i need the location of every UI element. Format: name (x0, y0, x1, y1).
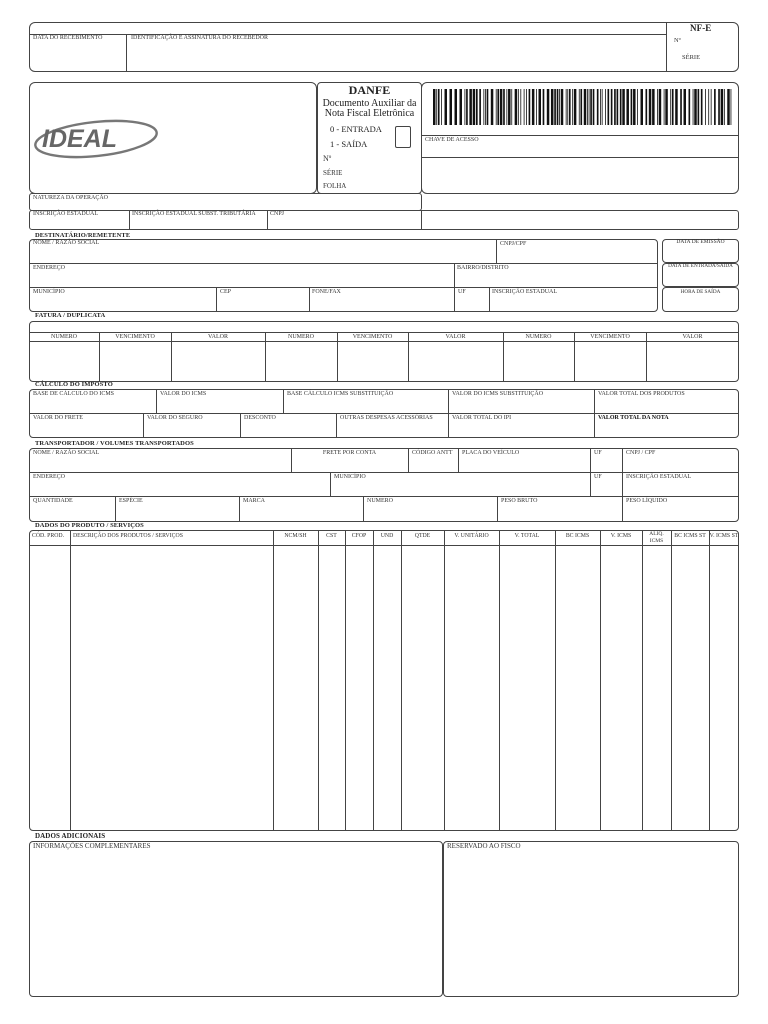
barcode-bar (693, 89, 694, 125)
danfe-title: DANFE (348, 83, 391, 97)
barcode-bar (438, 89, 440, 125)
barcode-bar (665, 89, 668, 125)
dest-vline-cnpj (496, 239, 497, 263)
imposto-divider (156, 389, 157, 413)
imposto-field-label: VALOR TOTAL DOS PRODUTOS (598, 391, 685, 397)
info-complementares-label: INFORMAÇÕES COMPLEMENTARES (33, 842, 151, 850)
produto-col-header: V. ICMS (610, 533, 632, 539)
transportador-title: TRANSPORTADOR / VOLUMES TRANSPORTADOS (35, 440, 194, 447)
barcode-bar (491, 89, 494, 125)
fatura-col-header: VALOR (208, 334, 228, 340)
fatura-col-header: VALOR (445, 334, 466, 340)
produto-col-divider (401, 530, 402, 831)
barcode-bar (526, 89, 527, 125)
transp-field-label: PESO LÍQUIDO (626, 498, 668, 504)
barcode-bar (698, 89, 700, 125)
transp-divider (622, 496, 623, 522)
barcode-bar (487, 89, 489, 125)
barcode-bar (500, 89, 503, 125)
data-entrada-saida-label: DATA DE ENTRADA/SAÍDA (668, 263, 733, 269)
barcode-bar (718, 89, 720, 125)
barcode-bar (689, 89, 691, 125)
dest-endereco-label: ENDEREÇO (33, 265, 65, 271)
produto-col-divider (709, 530, 710, 831)
dest-hline-1 (29, 263, 658, 264)
imposto-title: CÁLCULO DO IMPOSTO (35, 381, 113, 388)
barcode-bar (670, 89, 671, 125)
transp-divider (291, 448, 292, 472)
imposto-divider (594, 389, 595, 413)
fatura-col-header: VALOR (682, 334, 703, 340)
barcode-bar (587, 89, 588, 125)
barcode-bar (605, 89, 606, 125)
barcode-bar (483, 89, 484, 125)
imposto-field-label: DESCONTO (244, 415, 276, 421)
barcode-bar (664, 89, 665, 125)
canhoto-serie-label: SÉRIE (682, 54, 701, 61)
barcode-bar (539, 89, 542, 125)
produto-col-divider (273, 530, 274, 831)
transp-field-label: MUNICÍPIO (334, 474, 366, 480)
transp-divider (363, 496, 364, 522)
barcode-bar (721, 89, 724, 125)
fatura-col-divider (99, 332, 100, 382)
produto-col-header: ALIQ. ICMS (649, 531, 664, 544)
imposto-divider (143, 413, 144, 438)
doc-aux-line1: Documento Auxiliar da (322, 98, 417, 109)
barcode-bar (469, 89, 472, 125)
dest-vline-cep (216, 287, 217, 312)
barcode-bar (608, 89, 610, 125)
destinatario-box (29, 239, 658, 312)
chave-divider-bottom (421, 157, 739, 158)
doc-aux-line2: Nota Fiscal Eletrônica (324, 108, 415, 119)
dest-ie-label: INSCRIÇÃO ESTADUAL (492, 289, 558, 295)
produtos-box (29, 530, 739, 831)
transp-divider (590, 472, 591, 496)
barcode-bar (672, 89, 674, 125)
barcode-bar (593, 89, 595, 125)
barcode-bar (485, 89, 486, 125)
imposto-field-label: OUTRAS DESPESAS ACESSÓRIAS (340, 415, 433, 421)
chave-divider-top (421, 135, 739, 136)
barcode-bar (441, 89, 442, 125)
fatura-header-line-top (29, 332, 739, 333)
logo-text: IDEAL (42, 125, 117, 153)
imposto-field-label: VALOR DO SEGURO (147, 415, 203, 421)
transp-divider (239, 496, 240, 522)
transp-field-label: QUANTIDADE (33, 498, 73, 504)
imposto-field-label: BASE DE CÁLCULO DO ICMS (33, 391, 115, 397)
barcode-bar (731, 89, 732, 125)
produto-col-header: NCM/SH (284, 533, 307, 539)
dest-vline-uf (454, 287, 455, 312)
barcode-bar (574, 89, 577, 125)
transp-divider (115, 496, 116, 522)
inscricao-div-3 (421, 210, 422, 230)
barcode-bar (547, 89, 550, 125)
barcode-bar (633, 89, 636, 125)
barcode-bar (506, 89, 507, 125)
transp-field-label: ESPÉCIE (119, 498, 143, 504)
barcode-bar (597, 89, 599, 125)
barcode-bar (652, 89, 655, 125)
barcode-bar (567, 89, 568, 125)
fatura-col-divider (503, 332, 504, 382)
produto-col-divider (373, 530, 374, 831)
transp-divider (458, 448, 459, 472)
nfe-label: NF-E (690, 23, 712, 33)
barcode-bar (637, 89, 638, 125)
fatura-col-divider (646, 332, 647, 382)
barcode-bar (557, 89, 559, 125)
inscricao-subst-label: INSCRIÇÃO ESTADUAL SUBST. TRIBUTÁRIA (132, 211, 256, 217)
produto-col-divider (600, 530, 601, 831)
cnpj-label: CNPJ (270, 211, 285, 217)
barcode-bar (600, 89, 601, 125)
barcode-bar (589, 89, 590, 125)
canhoto-divider-1 (126, 34, 127, 72)
barcode-bar (569, 89, 571, 125)
barcode-bar (649, 89, 652, 125)
hora-saida-label: HORA DE SAÍDA (680, 289, 721, 295)
barcode-bar (476, 89, 478, 125)
canhoto-divider-2 (666, 22, 667, 72)
barcode-bar (657, 89, 658, 125)
fatura-col-header: VENCIMENTO (115, 334, 155, 340)
barcode-bar (455, 89, 458, 125)
barcode-bar (436, 89, 437, 125)
transp-field-label: ENDEREÇO (33, 474, 65, 480)
barcode-bar (473, 89, 476, 125)
reservado-fisco-label: RESERVADO AO FISCO (447, 842, 521, 850)
dest-vline-fone (309, 287, 310, 312)
dest-uf-label: UF (458, 289, 466, 295)
barcode-bar (543, 89, 545, 125)
inscricao-div-1 (129, 210, 130, 230)
produtos-header-line (29, 545, 739, 546)
barcode-bar (466, 89, 468, 125)
barcode-bar (561, 89, 564, 125)
produtos-title: DADOS DO PRODUTO / SERVIÇOS (35, 522, 144, 529)
barcode-bar (579, 89, 580, 125)
dest-cnpj-label: CNPJ/CPF (500, 241, 527, 247)
barcode-bar (433, 89, 436, 125)
transp-field-label: UF (594, 450, 602, 456)
imposto-field-label: VALOR TOTAL DA NOTA (598, 415, 669, 421)
imposto-divider (448, 389, 449, 413)
adicionais-title: DADOS ADICIONAIS (35, 832, 106, 840)
barcode-bar (580, 89, 582, 125)
barcode-bar (536, 89, 537, 125)
danfe-folha-label: FOLHA (323, 182, 347, 190)
imposto-field-label: VALOR DO FRETE (33, 415, 83, 421)
transportador-box (29, 448, 739, 522)
dest-nome-label: NOME / RAZÃO SOCIAL (33, 240, 100, 246)
barcode-bar (631, 89, 633, 125)
fatura-col-header: VENCIMENTO (590, 334, 630, 340)
barcode-bar (641, 89, 644, 125)
chave-acesso-label: CHAVE DE ACESSO (425, 137, 479, 143)
barcode-bar (614, 89, 616, 125)
dest-vline-ie (489, 287, 490, 312)
canhoto-box (29, 22, 739, 72)
barcode-bar (590, 89, 592, 125)
produto-col-header: V. TOTAL (514, 533, 540, 539)
transp-divider (590, 448, 591, 472)
barcode-bar (680, 89, 682, 125)
fatura-col-divider (265, 332, 266, 382)
dest-vline-bairro (454, 263, 455, 287)
barcode-bar (559, 89, 560, 125)
transp-field-label: UF (594, 474, 602, 480)
imposto-divider (283, 389, 284, 413)
produto-col-divider (642, 530, 643, 831)
barcode-bar (551, 89, 554, 125)
inscricao-div-2 (267, 210, 268, 230)
transp-divider (497, 496, 498, 522)
fatura-col-header: NUMERO (50, 334, 77, 340)
barcode-bar (626, 89, 629, 125)
produto-col-header: BC ICMS ST (674, 533, 706, 539)
transp-field-label: CÓDIGO ANTT (412, 450, 453, 456)
produto-col-divider (70, 530, 71, 831)
barcode-bar (705, 89, 706, 125)
barcode-bar (532, 89, 535, 125)
transp-field-label: MARCA (243, 498, 266, 504)
transp-field-label: NUMERO (367, 498, 394, 504)
reservado-fisco-box (443, 841, 739, 997)
produto-col-header: DESCRIÇÃO DOS PRODUTOS / SERVIÇOS (73, 533, 183, 539)
transp-divider (622, 472, 623, 496)
imposto-field-label: VALOR TOTAL DO IPI (452, 415, 512, 421)
barcode-bar (518, 89, 519, 125)
produto-col-header: UND (380, 533, 394, 539)
barcode-bar (503, 89, 505, 125)
produto-col-divider (499, 530, 500, 831)
transp-divider (330, 472, 331, 496)
barcode-bar (465, 89, 466, 125)
saida-label: 1 - SAÍDA (330, 139, 368, 149)
transp-hline-2 (29, 496, 739, 497)
transp-divider (408, 448, 409, 472)
imposto-divider (448, 413, 449, 438)
barcode-bar (708, 89, 709, 125)
fatura-col-divider (337, 332, 338, 382)
barcode-bar (694, 89, 697, 125)
barcode-bar (479, 89, 481, 125)
barcode-bar (529, 89, 531, 125)
transp-field-label: PESO BRUTO (501, 498, 538, 504)
barcode-bar (460, 89, 463, 125)
barcode-bar (496, 89, 497, 125)
barcode-bar (622, 89, 625, 125)
barcode-bar (675, 89, 678, 125)
imposto-hline (29, 413, 739, 414)
imposto-field-label: VALOR DO ICMS SUBSTITUIÇÃO (452, 391, 544, 397)
data-recebimento-label: DATA DO RECEBIMENTO (33, 35, 103, 41)
transp-field-label: NOME / RAZÃO SOCIAL (33, 450, 100, 456)
barcode-bar (515, 89, 518, 125)
barcode-bar (701, 89, 703, 125)
transp-hline-1 (29, 472, 739, 473)
imposto-divider (594, 413, 595, 438)
fatura-col-divider (408, 332, 409, 382)
imposto-field-label: BASE CÁLCULO ICMS SUBSTITUIÇÃO (287, 391, 394, 397)
barcode-bar (727, 89, 730, 125)
barcode-bar (602, 89, 603, 125)
barcode-bar (524, 89, 525, 125)
canhoto-top-divider (29, 34, 666, 35)
barcode-bar (584, 89, 587, 125)
data-emissao-label: DATA DE EMISSÃO (676, 239, 725, 245)
fatura-col-header: VENCIMENTO (352, 334, 393, 340)
dest-fone-label: FONE/FAX (312, 289, 341, 295)
barcode-bar (508, 89, 511, 125)
canhoto-numero-label: Nº (674, 37, 681, 44)
produto-col-header: V. UNITÁRIO (454, 533, 489, 539)
transp-field-label: FRETE POR CONTA (322, 450, 377, 456)
barcode-bar (450, 89, 453, 125)
transp-field-label: CNPJ / CPF (626, 450, 656, 456)
dest-cep-label: CEP (220, 289, 232, 295)
identificacao-recebedor-label: IDENTIFICAÇÃO E ASSINATURA DO RECEBEDOR (131, 35, 269, 41)
transp-divider (622, 448, 623, 472)
produto-col-header: V. ICMS ST (709, 533, 739, 539)
barcode-bar (554, 89, 556, 125)
imposto-divider (336, 413, 337, 438)
barcode-bar (617, 89, 619, 125)
barcode-bar (445, 89, 448, 125)
fatura-box (29, 321, 739, 382)
produto-col-divider (345, 530, 346, 831)
dest-hline-2 (29, 287, 658, 288)
produto-col-divider (555, 530, 556, 831)
transp-field-label: INSCRIÇÃO ESTADUAL (626, 474, 692, 480)
barcode-bar (714, 89, 716, 125)
info-complementares-box (29, 841, 443, 997)
barcode-bar (659, 89, 662, 125)
barcode-image (433, 89, 736, 125)
produto-col-header: CST (326, 533, 337, 539)
entrada-label: 0 - ENTRADA (330, 124, 382, 134)
barcode-bar (566, 89, 567, 125)
fatura-col-divider (171, 332, 172, 382)
imposto-field-label: VALOR DO ICMS (160, 391, 207, 397)
imposto-divider (240, 413, 241, 438)
barcode-bar (724, 89, 725, 125)
barcode-bar (511, 89, 512, 125)
barcode-bar (620, 89, 622, 125)
dest-municipio-label: MUNICÍPIO (33, 289, 65, 295)
destinatario-title: DESTINATÁRIO/REMETENTE (35, 232, 131, 239)
natureza-operacao-label: NATUREZA DA OPERAÇÃO (33, 195, 109, 201)
fatura-col-header: NUMERO (525, 334, 552, 340)
produto-col-header: CFOP (351, 533, 367, 539)
produto-col-divider (444, 530, 445, 831)
barcode-bar (520, 89, 521, 125)
barcode-bar (572, 89, 573, 125)
fatura-title: FATURA / DUPLICATA (35, 312, 106, 319)
inscricao-estadual-label: INSCRIÇÃO ESTADUAL (33, 211, 99, 217)
fatura-header-line (29, 341, 739, 342)
fatura-col-divider (574, 332, 575, 382)
ideal-logo (32, 116, 160, 162)
barcode-bar (646, 89, 648, 125)
barcode-bar (497, 89, 499, 125)
danfe-serie-label: SÉRIE (323, 169, 343, 177)
tipo-operacao-box (395, 126, 411, 148)
fatura-col-header: NUMERO (287, 334, 314, 340)
produto-col-header: QTDE (414, 533, 431, 539)
produto-col-divider (318, 530, 319, 831)
barcode-bar (711, 89, 712, 125)
barcode-bar (611, 89, 613, 125)
danfe-numero-label: Nº (323, 154, 332, 163)
produto-col-header: CÓD. PROD. (32, 533, 65, 539)
transp-field-label: PLACA DO VEÍCULO (462, 450, 520, 456)
dest-bairro-label: BAIRRO/DISTRITO (457, 265, 509, 271)
barcode-bar (684, 89, 687, 125)
produto-col-header: BC ICMS (565, 533, 590, 539)
produto-col-divider (671, 530, 672, 831)
